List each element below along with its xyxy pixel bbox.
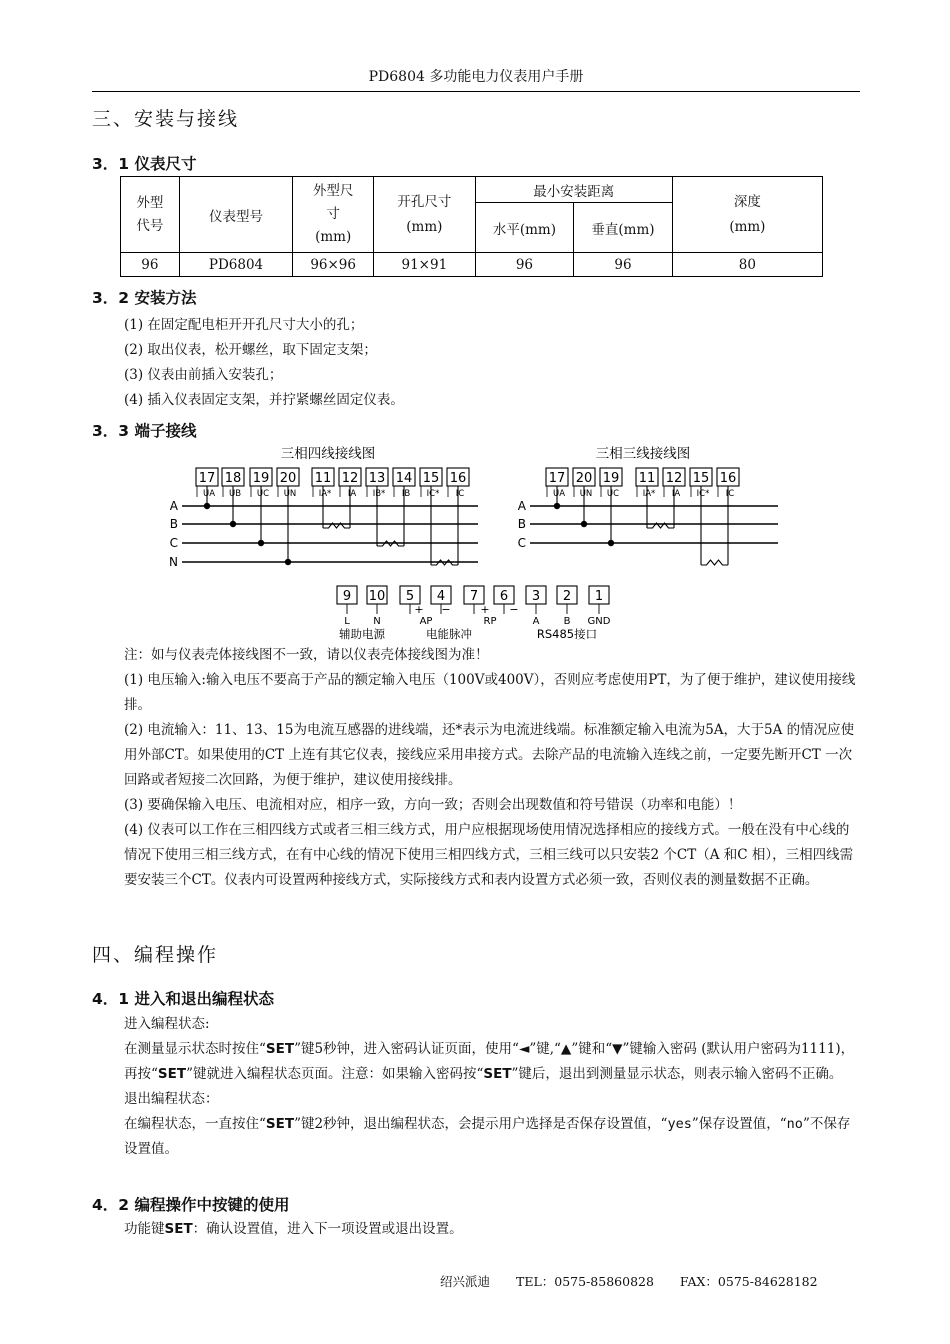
terminal-number: 17: [198, 471, 216, 486]
table-cell: 96×96: [293, 253, 374, 277]
table-cell: PD6804: [179, 253, 293, 277]
terminal-label: IB: [401, 489, 411, 499]
set-key: SET: [164, 1221, 193, 1237]
set-key: SET: [483, 1066, 512, 1082]
polarity-sign: −: [441, 603, 451, 616]
junction-dot: [204, 503, 210, 509]
exit-program-text: 在编程状态，一直按住“SET”键2秒钟，退出编程状态，会提示用户选择是否保存设置值，“yes”保存设置值，“no”不保存设置值。: [124, 1116, 851, 1157]
phase-label: N: [169, 555, 178, 569]
section-3-title: 三、安装与接线: [92, 108, 240, 130]
no-text: no: [786, 1116, 803, 1132]
terminal-number: 1: [594, 589, 604, 604]
terminal-number: 14: [395, 471, 413, 486]
terminal-number: 3: [531, 589, 541, 604]
terminal-label: IA: [347, 489, 357, 499]
table-cell: 96: [475, 253, 574, 277]
terminal-number: 6: [499, 589, 509, 604]
th-horizontal: 水平(mm): [475, 203, 574, 253]
phase-label: B: [517, 517, 526, 531]
terminal-label: A: [532, 616, 540, 627]
terminal-number: 16: [449, 471, 467, 486]
yes-text: yes: [667, 1116, 692, 1132]
section-3-2-title: 3．2 安装方法: [92, 289, 197, 307]
terminal-number: 15: [422, 471, 440, 486]
terminal-label: IC*: [426, 489, 440, 499]
diagram-title-3wire: 三相三线接线图: [595, 446, 691, 462]
junction-dot: [230, 521, 236, 527]
terminal-label: IB*: [372, 489, 386, 499]
terminal-number: 7: [469, 589, 479, 604]
terminal-label: UC: [606, 489, 620, 499]
page-header: PD6804 多功能电力仪表用户手册: [368, 69, 584, 85]
terminal-number: 2: [562, 589, 572, 604]
terminal-label: GND: [587, 616, 611, 627]
terminal-label: UB: [228, 489, 242, 499]
list-item: (4) 插入仪表固定支架，并拧紧螺丝固定仪表。: [124, 392, 404, 408]
terminal-number: 9: [342, 589, 352, 604]
set-key: SET: [265, 1116, 295, 1132]
terminal-number: 4: [436, 589, 446, 604]
footer-company: 绍兴派迪: [440, 1274, 491, 1289]
terminal-label: RP: [483, 616, 497, 627]
list-item: (2) 取出仪表，松开螺丝，取下固定支架；: [124, 342, 377, 358]
terminal-number: 18: [224, 471, 242, 486]
group-label: 电能脉冲: [426, 627, 472, 641]
terminal-number: 12: [341, 471, 359, 486]
table-cell: 91×91: [374, 253, 476, 277]
terminal-label: L: [344, 616, 350, 627]
terminal-number: 10: [368, 589, 386, 604]
polarity-sign: +: [480, 603, 490, 616]
footer-tel: TEL：0575-85860828: [516, 1274, 654, 1289]
section-4-1-title: 4．1 进入和退出编程状态: [92, 990, 274, 1008]
junction-dot: [608, 540, 614, 546]
exit-program-label: 退出编程状态：: [124, 1091, 219, 1107]
section-3-3-title: 3．3 端子接线: [92, 422, 197, 440]
th-code: 外型 代号: [121, 177, 180, 253]
junction-dot: [581, 521, 587, 527]
terminal-number: 12: [665, 471, 683, 486]
terminal-number: 15: [692, 471, 710, 486]
wiring-para-3: (3) 要确保输入电压、电流相对应，相序一致，方向一致；否则会出现数值和符号错误（功率和电能）！: [124, 797, 742, 813]
polarity-sign: +: [414, 603, 424, 616]
group-label: 辅助电源: [339, 627, 385, 641]
wiring-para-1: (1) 电压输入:输入电压不要高于产品的额定输入电压（100V或400V），否则应考虑使用PT，为了便于维护，建议使用接线排。: [124, 672, 856, 713]
th-min-distance: 最小安装距离: [475, 177, 672, 203]
list-item: (3) 仪表由前插入安装孔；: [124, 367, 283, 383]
group-label: RS485接口: [536, 627, 598, 641]
terminal-number: 5: [405, 589, 415, 604]
terminal-label: UA: [552, 489, 566, 499]
phase-label: C: [517, 536, 526, 550]
terminal-number: 20: [575, 471, 593, 486]
th-hole-size: 开孔尺寸 (mm): [374, 177, 476, 253]
diagram-title-4wire: 三相四线接线图: [280, 446, 376, 462]
polarity-sign: −: [509, 603, 519, 616]
terminal-number: 19: [252, 471, 270, 486]
wiring-para-4: (4) 仪表可以工作在三相四线方式或者三相三线方式，用户应根据现场使用情况选择相应的接线方式。一般在没有中心线的情况下使用三相三线方式，在有中心线的情况下使用三相四线方式，三相三线可以只安装2 个CT（A 和C 相），三相四线需要安装三个CT。仪表内可设置两种接线方式，实际接线方式和表内设置方式必须一致，否则仪表的测量数据不正确。: [124, 822, 854, 888]
terminal-label: IA: [671, 489, 681, 499]
terminal-number: 20: [279, 471, 297, 486]
junction-dot: [258, 540, 264, 546]
th-model: 仪表型号: [179, 177, 293, 253]
terminal-label: UA: [202, 489, 216, 499]
terminal-number: 11: [638, 471, 656, 486]
enter-program-label: 进入编程状态:: [124, 1016, 210, 1032]
phase-label: A: [169, 499, 178, 513]
wiring-diagram: [0, 0, 950, 650]
terminal-number: 17: [548, 471, 566, 486]
terminal-label: IC*: [696, 489, 710, 499]
section-3-1-title: 3．1 仪表尺寸: [92, 155, 197, 173]
terminal-label: IA*: [642, 489, 656, 499]
page-footer: [440, 1272, 840, 1290]
wiring-note: 注：如与仪表壳体接线图不一致，请以仪表壳体接线图为准！: [124, 647, 489, 663]
set-key-usage: 功能键SET：确认设置值，进入下一项设置或退出设置。: [124, 1221, 463, 1237]
th-outer-size: 外型尺 寸 (mm): [293, 177, 374, 253]
wiring-para-2: (2) 电流输入：11、13、15为电流互感器的进线端，还*表示为电流进线端。标准额定输入电流为5A，大于5A 的情况应使用外部CT。如果使用的CT 上连有其它仪表，接线应采用串接方式。去除产品的电流输入连线之前，一定要先断开CT 一次回路或者短接二次回路，为便于维护，建议使用接线排。: [124, 722, 855, 788]
th-vertical: 垂直(mm): [574, 203, 673, 253]
phase-label: B: [169, 517, 178, 531]
terminal-number: 11: [314, 471, 332, 486]
terminal-label: UN: [283, 489, 297, 499]
section-4-title: 四、编程操作: [92, 944, 219, 966]
table-cell: 80: [672, 253, 822, 277]
terminal-label: UN: [579, 489, 593, 499]
terminal-label: IC: [725, 489, 735, 499]
terminal-label: UC: [256, 489, 270, 499]
footer-fax: FAX：0575-84628182: [679, 1274, 818, 1289]
list-item: (1) 在固定配电柜开开孔尺寸大小的孔；: [124, 317, 364, 333]
terminal-number: 16: [719, 471, 737, 486]
terminal-label: N: [373, 616, 381, 627]
set-key: SET: [157, 1066, 187, 1082]
table-cell: 96: [121, 253, 180, 277]
set-key: SET: [265, 1041, 295, 1057]
section-4-2-title: 4．2 编程操作中按键的使用: [92, 1196, 290, 1214]
terminal-label: B: [563, 616, 571, 627]
terminal-label: AP: [419, 616, 433, 627]
junction-dot: [285, 559, 291, 565]
terminal-label: IC: [455, 489, 465, 499]
terminal-number: 13: [368, 471, 386, 486]
junction-dot: [554, 503, 560, 509]
terminal-label: IA*: [318, 489, 332, 499]
th-depth: 深度 (mm): [672, 177, 822, 253]
current-transformer-symbol: [701, 560, 728, 565]
phase-label: A: [517, 499, 526, 513]
table-cell: 96: [574, 253, 673, 277]
phase-label: C: [169, 536, 178, 550]
terminal-number: 19: [602, 471, 620, 486]
enter-program-text: 在测量显示状态时按住“SET”键5秒钟，进入密码认证页面，使用“◄”键,“▲”键和“▼”键输入密码 (默认用户密码为1111)，再按“SET”键就进入编程状态页面。注意：如果输入密码按“SET”键后，退出到测量显示状态，则表示输入密码不正确。: [124, 1041, 855, 1082]
